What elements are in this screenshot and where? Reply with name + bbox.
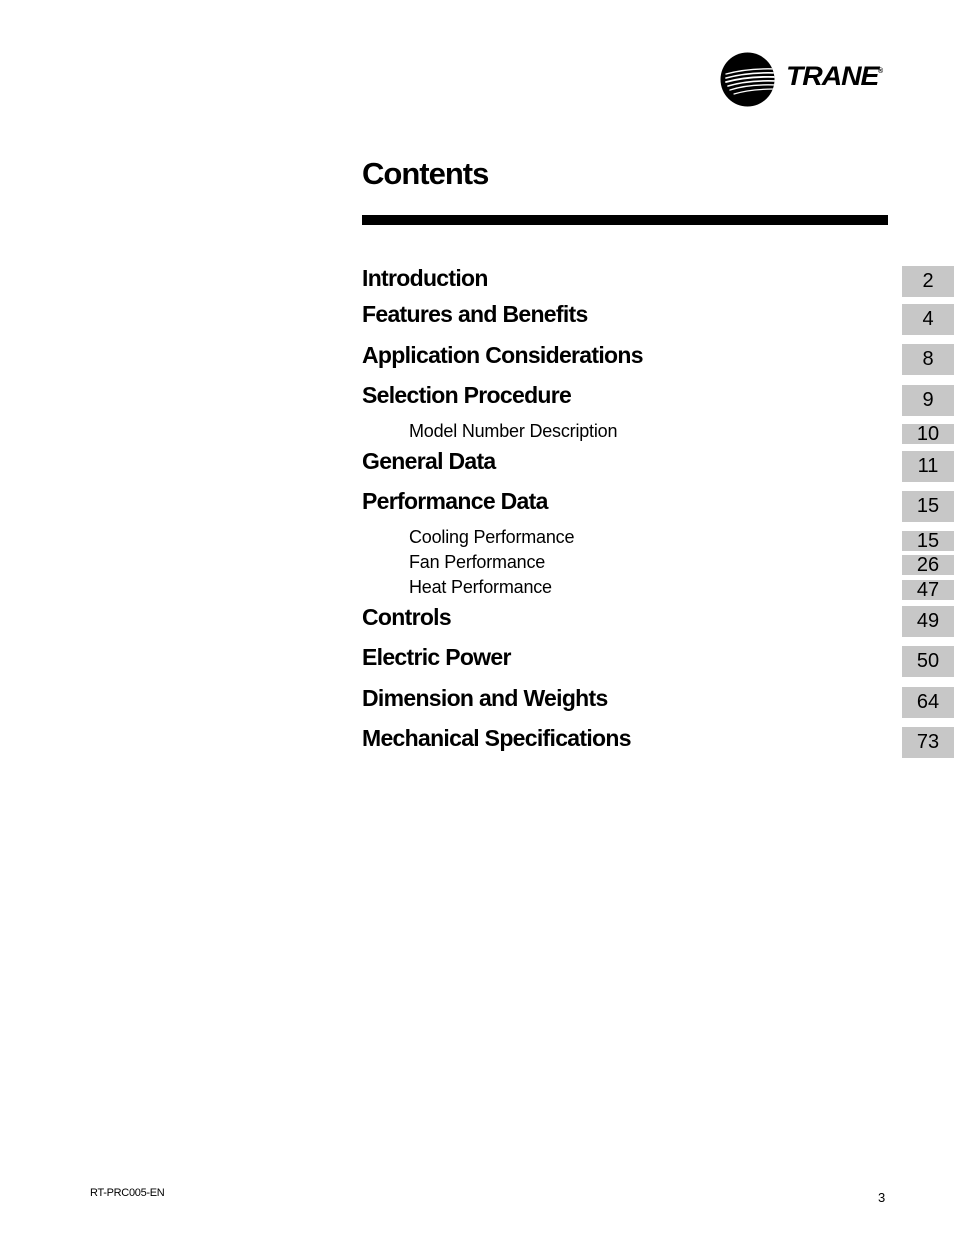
- page-title: Contents: [362, 156, 489, 191]
- toc-page-general-data[interactable]: 11: [902, 451, 954, 482]
- toc-page-heat-performance[interactable]: 47: [902, 580, 954, 600]
- doc-code: RT-PRC005-EN: [90, 1187, 165, 1199]
- toc-page-controls[interactable]: 49: [902, 606, 954, 637]
- toc-entry-introduction[interactable]: Introduction: [362, 265, 488, 291]
- toc-entry-heat-performance[interactable]: Heat Performance: [409, 577, 552, 597]
- toc-entry-controls[interactable]: Controls: [362, 604, 451, 630]
- toc-page-performance-data[interactable]: 15: [902, 491, 954, 522]
- toc-entry-model-number-description[interactable]: Model Number Description: [409, 421, 618, 441]
- trane-swoosh-icon: [720, 52, 775, 107]
- logo-wordmark: TRANE: [786, 61, 879, 91]
- trane-logo: [720, 52, 890, 108]
- toc-entry-features-and-benefits[interactable]: Features and Benefits: [362, 301, 588, 327]
- toc-page-dimension-and-weights[interactable]: 64: [902, 687, 954, 718]
- toc-entry-electric-power[interactable]: Electric Power: [362, 644, 511, 670]
- toc-page-selection-procedure[interactable]: 9: [902, 385, 954, 416]
- toc-entry-selection-procedure[interactable]: Selection Procedure: [362, 382, 572, 408]
- toc-page-model-number-description[interactable]: 10: [902, 424, 954, 444]
- toc-entry-fan-performance[interactable]: Fan Performance: [409, 552, 546, 572]
- toc-page-fan-performance[interactable]: 26: [902, 555, 954, 575]
- toc-page-electric-power[interactable]: 50: [902, 646, 954, 677]
- toc-entry-general-data[interactable]: General Data: [362, 448, 496, 474]
- toc-page-introduction[interactable]: 2: [902, 266, 954, 297]
- toc-entry-mechanical-specifications[interactable]: Mechanical Specifications: [362, 725, 631, 751]
- toc-page-mechanical-specifications[interactable]: 73: [902, 727, 954, 758]
- registered-mark: ®: [878, 68, 884, 75]
- toc-entry-dimension-and-weights[interactable]: Dimension and Weights: [362, 685, 608, 711]
- toc-page-cooling-performance[interactable]: 15: [902, 531, 954, 551]
- title-rule: [362, 215, 888, 225]
- toc-entry-performance-data[interactable]: Performance Data: [362, 488, 548, 514]
- toc-page-features-and-benefits[interactable]: 4: [902, 304, 954, 335]
- page-number: 3: [878, 1190, 886, 1205]
- toc-entry-cooling-performance[interactable]: Cooling Performance: [409, 527, 575, 547]
- toc-entry-application-considerations[interactable]: Application Considerations: [362, 342, 643, 368]
- toc-page-application-considerations[interactable]: 8: [902, 344, 954, 375]
